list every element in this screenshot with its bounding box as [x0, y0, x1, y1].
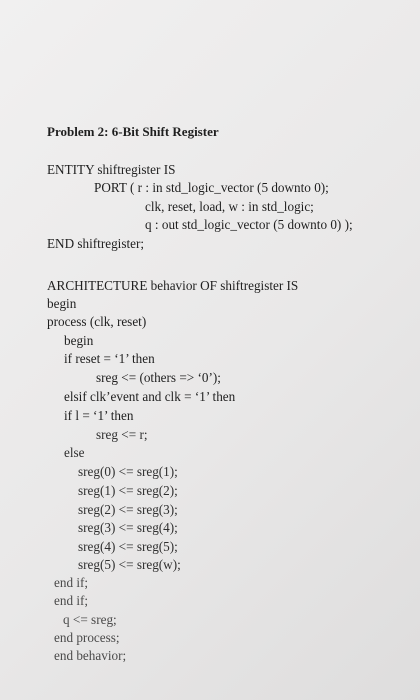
architecture-begin: begin: [47, 296, 77, 311]
shift-line-0: sreg(0) <= sreg(1);: [78, 464, 178, 479]
shift-line-1: sreg(1) <= sreg(2);: [78, 483, 178, 498]
elsif-clock: elsif clk’event and clk = ‘1’ then: [64, 389, 236, 404]
problem-title: Problem 2: 6-Bit Shift Register: [47, 124, 219, 139]
if-reset: if reset = ‘1’ then: [64, 351, 155, 366]
if-load: if l = ‘1’ then: [64, 408, 134, 423]
end-if-outer: end if;: [54, 593, 89, 608]
output-assign: q <= sreg;: [63, 612, 117, 627]
entity-end: END shiftregister;: [47, 236, 145, 251]
shift-line-5: sreg(5) <= sreg(w);: [78, 557, 181, 572]
end-behavior: end behavior;: [54, 648, 127, 663]
sreg-clear: sreg <= (others => ‘0’);: [96, 370, 221, 385]
architecture-header: ARCHITECTURE behavior OF shiftregister IS: [47, 278, 299, 293]
shift-line-4: sreg(4) <= sreg(5);: [78, 539, 178, 554]
end-if-inner: end if;: [54, 575, 89, 590]
end-process: end process;: [54, 630, 120, 645]
process-header: process (clk, reset): [47, 314, 147, 329]
process-begin: begin: [64, 333, 94, 348]
port-inputs: clk, reset, load, w : in std_logic;: [145, 199, 314, 214]
port-declaration: PORT ( r : in std_logic_vector (5 downto 0);: [94, 180, 329, 195]
shift-line-2: sreg(2) <= sreg(3);: [78, 502, 178, 517]
sreg-load: sreg <= r;: [96, 427, 148, 442]
shift-line-3: sreg(3) <= sreg(4);: [78, 520, 178, 535]
port-output: q : out std_logic_vector (5 downto 0) );: [145, 217, 353, 232]
else-keyword: else: [64, 445, 85, 460]
entity-header: ENTITY shiftregister IS: [47, 162, 176, 177]
